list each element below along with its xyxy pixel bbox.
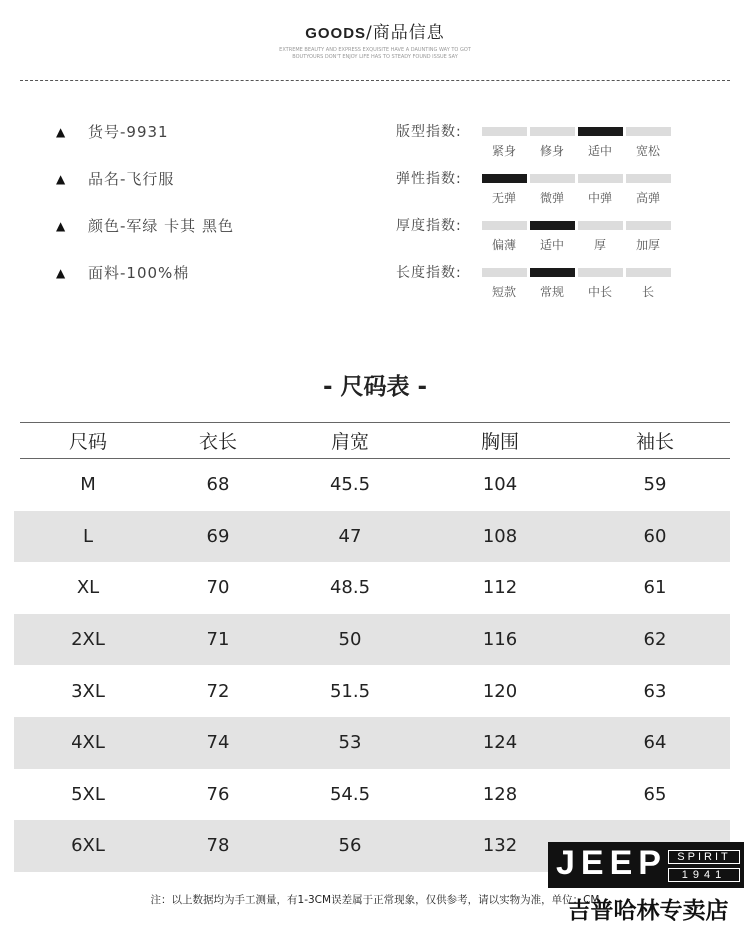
index-option xyxy=(624,127,672,159)
index-option-label: 加厚 xyxy=(635,238,660,252)
shop-name: 吉普哈林专卖店 xyxy=(567,898,729,924)
table-cell: 3XL xyxy=(71,680,105,702)
index-bar xyxy=(626,221,671,230)
triangle-icon: ▲ xyxy=(56,172,66,186)
table-cell: 132 xyxy=(482,835,518,857)
table-cell: 63 xyxy=(643,680,667,702)
index-option xyxy=(576,221,624,253)
triangle-icon: ▲ xyxy=(56,125,66,139)
table-cell: 70 xyxy=(206,577,230,599)
index-option xyxy=(576,174,624,206)
header-cell: 衣长 xyxy=(198,431,237,453)
index-bar-selected xyxy=(578,127,623,136)
index-bar xyxy=(482,127,527,136)
index-scale xyxy=(480,221,672,253)
index-option xyxy=(528,174,576,206)
index-scale xyxy=(480,127,672,159)
spec-item: ▲ 品名-飞行服 xyxy=(56,170,175,188)
index-panel xyxy=(396,122,686,310)
table-cell: XL xyxy=(76,577,100,599)
index-option xyxy=(624,174,672,206)
table-cell: 78 xyxy=(206,835,230,857)
index-option xyxy=(624,221,672,253)
table-row xyxy=(20,665,730,717)
table-cell: 128 xyxy=(482,783,518,805)
table-cell: 60 xyxy=(643,525,667,547)
index-option-label: 短款 xyxy=(491,285,516,299)
index-bar xyxy=(482,221,527,230)
index-option-label: 适中 xyxy=(587,144,612,158)
index-option xyxy=(480,221,528,253)
table-cell: 76 xyxy=(206,783,230,805)
index-bar xyxy=(482,268,527,277)
index-label: 长度指数: xyxy=(396,265,462,281)
table-cell: 65 xyxy=(643,783,667,805)
index-option-label: 长 xyxy=(641,285,654,299)
table-row xyxy=(14,717,730,769)
index-option xyxy=(528,127,576,159)
table-cell: 54.5 xyxy=(329,783,371,805)
table-cell: 45.5 xyxy=(329,474,371,496)
table-cell: 61 xyxy=(643,577,667,599)
index-option xyxy=(528,221,576,253)
table-cell: 124 xyxy=(482,732,518,754)
table-cell: 48.5 xyxy=(329,577,371,599)
index-option xyxy=(576,127,624,159)
index-option-label: 常规 xyxy=(539,285,564,299)
index-option xyxy=(624,268,672,300)
index-row xyxy=(396,216,686,263)
table-cell: 71 xyxy=(206,629,230,651)
spec-item: ▲ 颜色-军绿 卡其 黑色 xyxy=(56,217,234,235)
brand-badge xyxy=(546,842,750,926)
index-scale xyxy=(480,268,672,300)
table-cell: 56 xyxy=(338,835,362,857)
index-bar-selected xyxy=(482,174,527,183)
measurement-note: 注：以上数据均为手工测量，有1-3CM误差属于正常现象，仅供参考，请以实物为准，单位：CM xyxy=(150,894,600,906)
index-option-label: 中长 xyxy=(587,285,612,299)
jeep-logo: JEEP SPIRIT 1941 xyxy=(548,842,744,888)
index-bar xyxy=(530,127,575,136)
table-cell: 68 xyxy=(206,474,230,496)
table-header xyxy=(20,422,730,459)
index-bar-selected xyxy=(530,268,575,277)
index-option-label: 偏薄 xyxy=(491,238,516,252)
table-row xyxy=(20,459,730,511)
divider xyxy=(20,80,730,81)
page-title: GOODS/商品信息 xyxy=(305,23,445,43)
index-bar xyxy=(578,221,623,230)
table-cell: 59 xyxy=(643,474,667,496)
header-cell: 袖长 xyxy=(635,431,674,453)
index-option-label: 微弹 xyxy=(539,191,564,205)
header-cell: 胸围 xyxy=(480,431,519,453)
triangle-icon: ▲ xyxy=(56,266,66,280)
index-bar xyxy=(626,174,671,183)
table-cell: 120 xyxy=(482,680,518,702)
table-cell: 6XL xyxy=(71,835,105,857)
table-row xyxy=(14,614,730,666)
index-option xyxy=(480,127,528,159)
table-cell: 51.5 xyxy=(329,680,371,702)
index-option xyxy=(480,268,528,300)
table-cell: 64 xyxy=(643,732,667,754)
index-option xyxy=(576,268,624,300)
table-cell: 108 xyxy=(482,525,518,547)
table-row xyxy=(14,511,730,563)
table-cell: 112 xyxy=(482,577,518,599)
table-cell: 2XL xyxy=(71,629,105,651)
index-bar xyxy=(578,174,623,183)
index-row xyxy=(396,263,686,310)
goods-header xyxy=(0,18,750,61)
header-cell: 尺码 xyxy=(68,431,107,453)
index-label: 厚度指数: xyxy=(396,218,462,234)
index-label: 弹性指数: xyxy=(396,171,462,187)
index-option-label: 适中 xyxy=(539,238,564,252)
table-cell: 74 xyxy=(206,732,230,754)
table-cell: 104 xyxy=(482,474,518,496)
size-table xyxy=(20,422,730,872)
spec-item: ▲ 货号-9931 xyxy=(56,123,169,141)
size-table-title: - 尺码表 - xyxy=(322,374,428,400)
index-option-label: 宽松 xyxy=(635,144,660,158)
table-cell: 5XL xyxy=(71,783,105,805)
table-cell: 47 xyxy=(338,525,362,547)
table-cell: 116 xyxy=(482,629,518,651)
index-option-label: 紧身 xyxy=(491,144,516,158)
header-cell: 肩宽 xyxy=(330,431,369,453)
table-cell: 4XL xyxy=(71,732,105,754)
index-bar xyxy=(530,174,575,183)
table-cell: L xyxy=(82,525,94,547)
table-cell: M xyxy=(80,474,96,496)
index-bar xyxy=(578,268,623,277)
index-label: 版型指数: xyxy=(396,124,462,140)
table-cell: 69 xyxy=(206,525,230,547)
table-row xyxy=(20,769,730,821)
spec-item: ▲ 面料-100%棉 xyxy=(56,264,190,282)
triangle-icon: ▲ xyxy=(56,219,66,233)
table-cell: 72 xyxy=(206,680,230,702)
index-row xyxy=(396,122,686,169)
index-option-label: 厚 xyxy=(593,238,606,252)
index-option-label: 高弹 xyxy=(635,191,660,205)
index-option-label: 修身 xyxy=(539,144,564,158)
index-bar xyxy=(626,268,671,277)
table-body xyxy=(20,459,730,872)
table-cell: 62 xyxy=(643,629,667,651)
index-option xyxy=(480,174,528,206)
index-option xyxy=(528,268,576,300)
index-option-label: 无弹 xyxy=(491,191,516,205)
header-subtitle: EXTREME BEAUTY AND EXPRESS EXQUISITE HAVE A DAUNTING WAY TO GOT BOUTYOURS DON'T ENJOY LIFE HAS TO STEADY FOUND ISSUE SAY xyxy=(279,47,471,60)
spec-list xyxy=(56,122,356,310)
index-scale xyxy=(480,174,672,206)
index-option-label: 中弹 xyxy=(587,191,612,205)
index-bar-selected xyxy=(530,221,575,230)
table-row xyxy=(20,562,730,614)
table-cell: 53 xyxy=(338,732,362,754)
index-row xyxy=(396,169,686,216)
table-cell: 50 xyxy=(338,629,362,651)
index-bar xyxy=(626,127,671,136)
